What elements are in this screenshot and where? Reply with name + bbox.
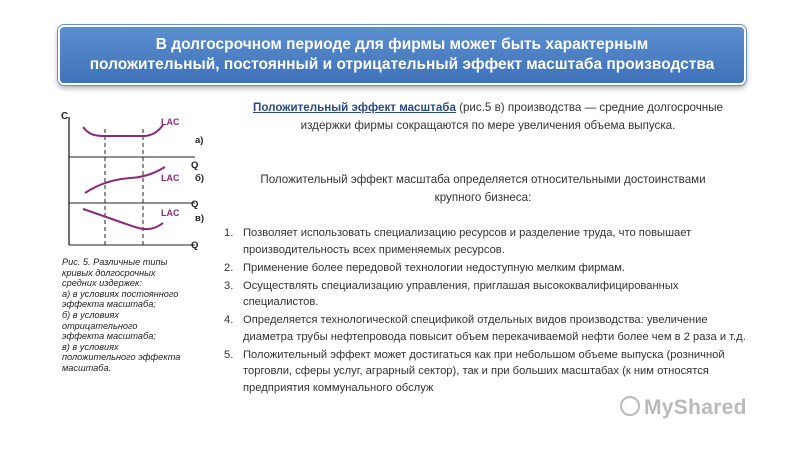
caption-line: масштаба.: [62, 362, 112, 373]
caption-line: Рис. 5. Различные типы: [62, 257, 168, 267]
x-axis-label-b: Q: [191, 199, 199, 210]
caption-line: эффекта масштаба;: [62, 331, 156, 342]
intro-text: (рис.5 в) производства — средние долгосрочные издержки фирмы сокращаются по мере увеличения объема выпуска.: [300, 101, 723, 132]
caption-line: б) в условиях: [62, 309, 120, 320]
x-axis-label-c: Q: [191, 240, 199, 251]
watermark: [620, 396, 747, 420]
list-item: [224, 347, 754, 397]
caption-line: кривых долгосрочных: [62, 267, 156, 278]
list-item-number: 4.: [224, 314, 234, 326]
list-item: [224, 260, 754, 277]
panel-label-b: б): [195, 173, 205, 184]
lac-curve-a: [83, 125, 163, 136]
list-item-text: Определяется технологической спецификой отдельных видов производства: увеличение диаметра трубы нефтепровода повысит объем перекачиваемой нефти более чем в 2 раза и т.д.: [243, 314, 746, 343]
curve-label-c: LAC: [161, 208, 180, 218]
lac-curves-chart: [55, 105, 225, 265]
caption-line: положительного эффекта: [62, 352, 181, 363]
caption-line: средних издержек:: [62, 278, 142, 289]
list-item-number: 1.: [224, 227, 234, 239]
watermark-text: MyShared: [644, 396, 747, 419]
list-item-number: 2.: [224, 261, 234, 274]
panel-label-c: в): [195, 213, 205, 224]
list-item: [224, 225, 754, 258]
x-axis-label-a: Q: [191, 160, 199, 171]
list-item-text: Позволяет использовать специализацию ресурсов и разделение труда, что повышает производительность всех применяемых ресурсов.: [243, 227, 692, 256]
list-item-text: Осуществлять специализацию управления, приглашая высококвалифицированных специалистов.: [243, 279, 679, 308]
caption-line: отрицательного: [62, 320, 138, 331]
figure-caption: [62, 257, 212, 374]
list-item-text: Применение более передовой технологии недоступную мелким фирмам.: [243, 261, 626, 274]
list-item-text: Положительный эффект может достигаться как при небольшом объеме выпуска (розничной торговли, сферы услуг, аграрный сектор), так и при больших масштабах (к ним относятся предприятия коммунального обслуж: [243, 348, 725, 394]
lac-curve-b: [85, 167, 165, 193]
curve-label-a: LAC: [161, 117, 180, 127]
intro-paragraph: [228, 99, 748, 135]
panel-label-a: а): [195, 135, 204, 146]
list-item-number: 3.: [224, 279, 234, 292]
advantages-list: [224, 225, 754, 398]
subheading: Положительный эффект масштаба определяется относительными достоинствами крупного бизнеса:: [260, 173, 706, 204]
intro-lead-term: Положительный эффект масштаба: [253, 101, 456, 114]
list-item-number: 5.: [224, 348, 234, 361]
curve-label-b: LAC: [161, 173, 180, 183]
list-item: [224, 278, 754, 311]
slide-title-line-1: В долгосрочном периоде для фирмы может быть характерным: [155, 36, 649, 53]
lac-curve-c: [83, 209, 163, 229]
caption-line: в) в условиях: [62, 341, 119, 352]
caption-line: эффекта масштаба;: [62, 299, 156, 310]
caption-line: а) в условиях постоянного: [62, 288, 179, 299]
slide-title: [58, 25, 746, 85]
watermark-logo-icon: [620, 396, 640, 416]
list-item: [224, 312, 754, 345]
slide-title-line-2: положительный, постоянный и отрицательный эффект масштаба производства: [89, 56, 715, 73]
y-axis-label: С: [61, 111, 69, 122]
